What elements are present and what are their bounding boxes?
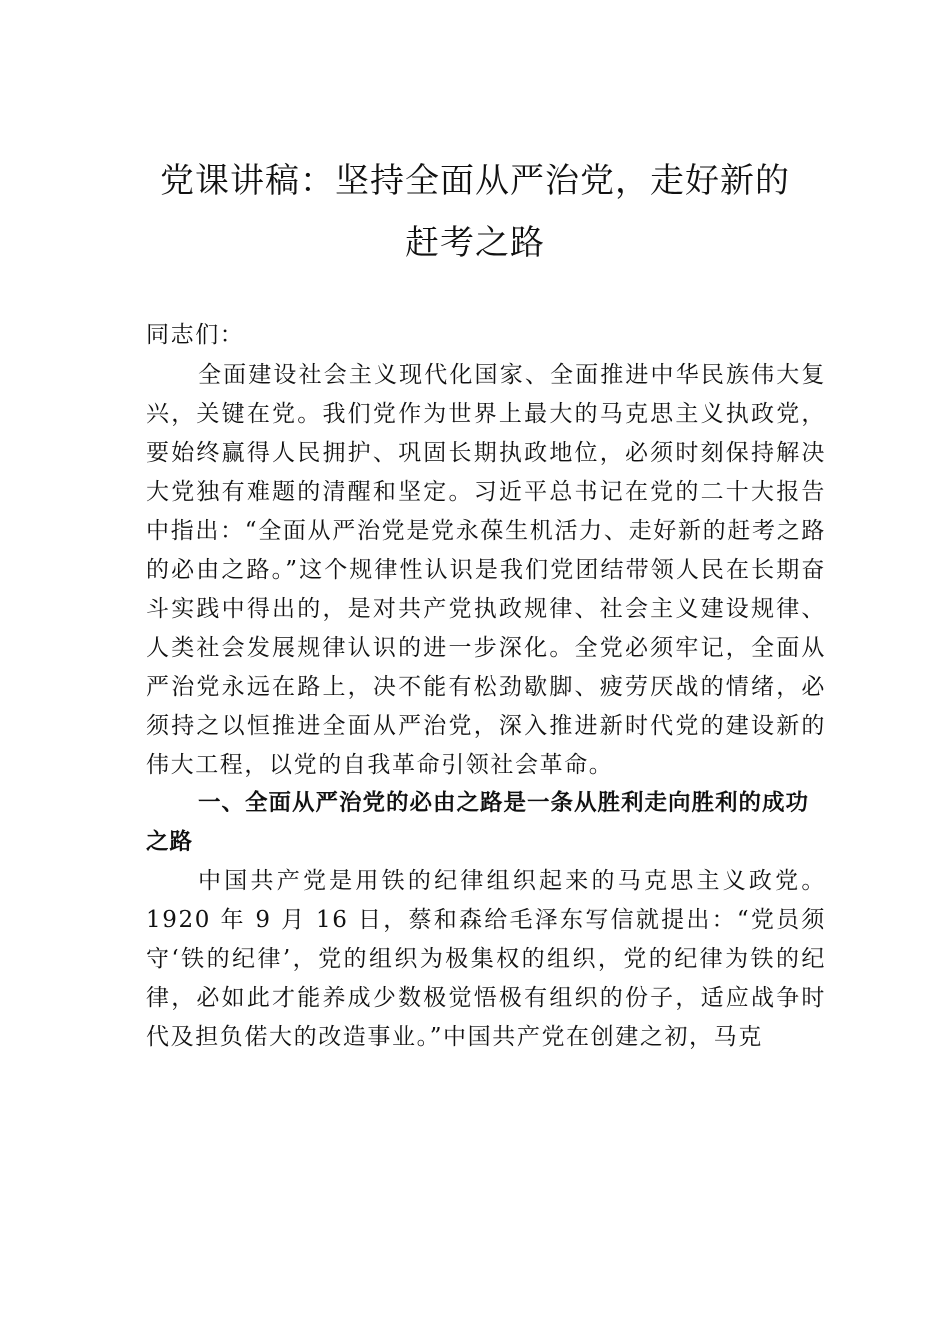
greeting: 同志们： [146, 322, 245, 348]
section-heading-1: 一、全面从严治党的必由之路是一条从胜利走向胜利的成功之路 [146, 790, 810, 855]
document-title-line-1: 党课讲稿：坚持全面从严治党，走好新的 [160, 161, 790, 201]
document-title-line-2: 赶考之路 [405, 223, 545, 263]
body-paragraph-2: 中国共产党是用铁的纪律组织起来的马克思主义政党。1920 年 9 月 16 日，蔡和森给毛泽东写信就提出：“党员须守‘铁的纪律’，党的组织为极集权的组织，党的纪律为铁的纪律，必如此才能养成少数极觉悟极有组织的份子，适应战争时代及担负偌大的改造事业。”中国共产党在创建之初，马克 [146, 868, 826, 1050]
body-paragraph-1: 全面建设社会主义现代化国家、全面推进中华民族伟大复兴，关键在党。我们党作为世界上最大的马克思主义执政党，要始终赢得人民拥护、巩固长期执政地位，必须时刻保持解决大党独有难题的清醒和坚定。习近平总书记在党的二十大报告中指出：“全面从严治党是党永葆生机活力、走好新的赶考之路的必由之路。”这个规律性认识是我们党团结带领人民在长期奋斗实践中得出的，是对共产党执政规律、社会主义建设规律、人类社会发展规律认识的进一步深化。全党必须牢记，全面从严治党永远在路上，决不能有松劲歇脚、疲劳厌战的情绪，必须持之以恒推进全面从严治党，深入推进新时代党的建设新的伟大工程，以党的自我革命引领社会革命。 [146, 362, 826, 778]
